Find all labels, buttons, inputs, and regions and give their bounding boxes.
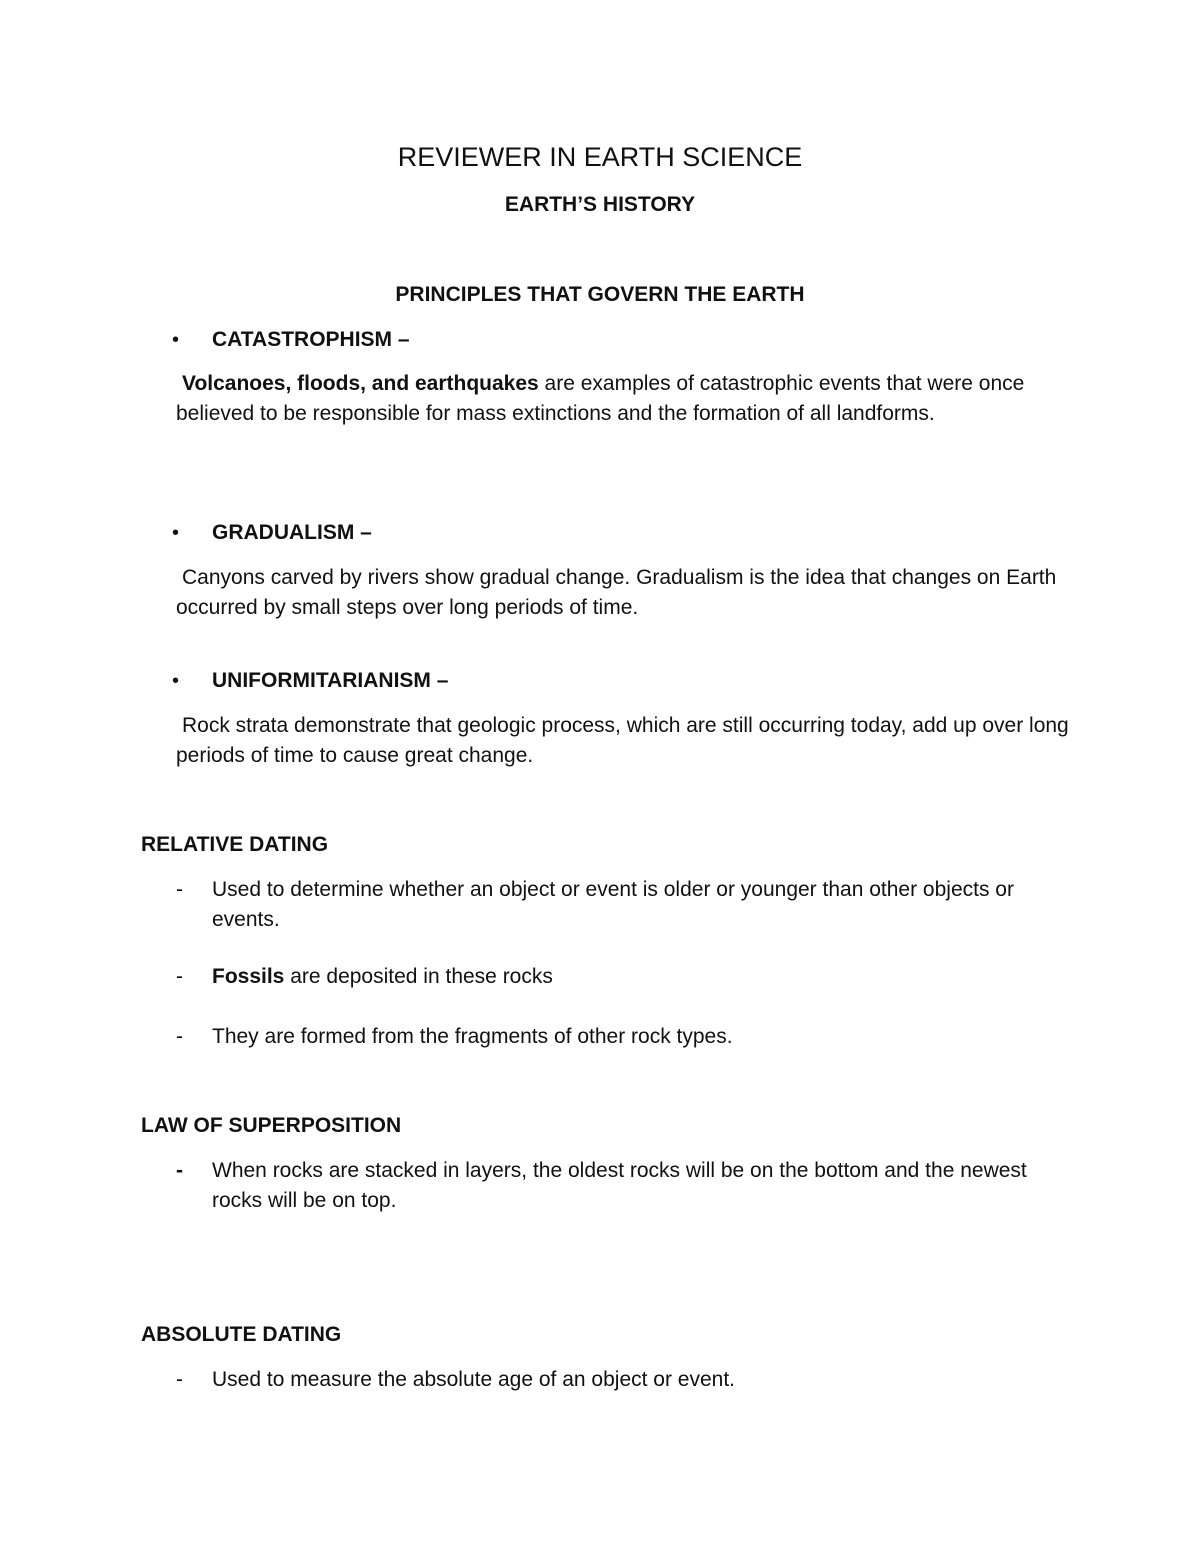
dash-icon: - xyxy=(176,965,183,988)
catastrophism-bold-phrase: Volcanoes, floods, and earthquakes xyxy=(182,372,539,395)
principle-label-uniformitarianism: UNIFORMITARIANISM – xyxy=(212,669,449,692)
catastrophism-text: are examples of catastrophic events that were once believed to be responsible for mass extinctions and the formation of all landforms. xyxy=(176,372,1025,425)
fossils-bold: Fossils xyxy=(212,965,285,988)
list-item xyxy=(212,962,1072,992)
section-heading-superposition: LAW OF SUPERPOSITION xyxy=(141,1114,402,1137)
dash-icon: - xyxy=(176,1025,183,1048)
list-item: Used to measure the absolute age of an object or event. xyxy=(212,1368,736,1391)
bullet-icon: • xyxy=(172,522,180,544)
bullet-icon: • xyxy=(172,329,180,351)
section-heading-absolute-dating: ABSOLUTE DATING xyxy=(141,1323,342,1346)
principle-text-catastrophism xyxy=(176,369,1076,429)
principle-text-uniformitarianism: Rock strata demonstrate that geologic process, which are still occurring today, add up over long periods of time to cause great change. xyxy=(176,714,1069,767)
principles-heading: PRINCIPLES THAT GOVERN THE EARTH xyxy=(395,283,805,306)
document-title: REVIEWER IN EARTH SCIENCE xyxy=(397,142,803,172)
dash-icon: - xyxy=(176,1159,183,1182)
fossils-text: are deposited in these rocks xyxy=(284,965,553,988)
list-item: They are formed from the fragments of other rock types. xyxy=(212,1025,733,1048)
dash-icon: - xyxy=(176,1368,183,1391)
dash-icon: - xyxy=(176,878,183,901)
list-item: When rocks are stacked in layers, the oldest rocks will be on the bottom and the newest rocks will be on top. xyxy=(212,1159,1027,1212)
document-subtitle: EARTH’S HISTORY xyxy=(504,193,696,216)
principle-label-gradualism: GRADUALISM – xyxy=(212,521,372,544)
list-item: Used to determine whether an object or event is older or younger than other objects or events. xyxy=(212,878,1014,931)
bullet-icon: • xyxy=(172,670,180,692)
section-heading-relative-dating: RELATIVE DATING xyxy=(141,833,329,856)
principle-label-catastrophism: CATASTROPHISM – xyxy=(212,328,410,351)
principle-text-gradualism: Canyons carved by rivers show gradual change. Gradualism is the idea that changes on Earth occurred by small steps over long periods of time. xyxy=(176,566,1057,619)
